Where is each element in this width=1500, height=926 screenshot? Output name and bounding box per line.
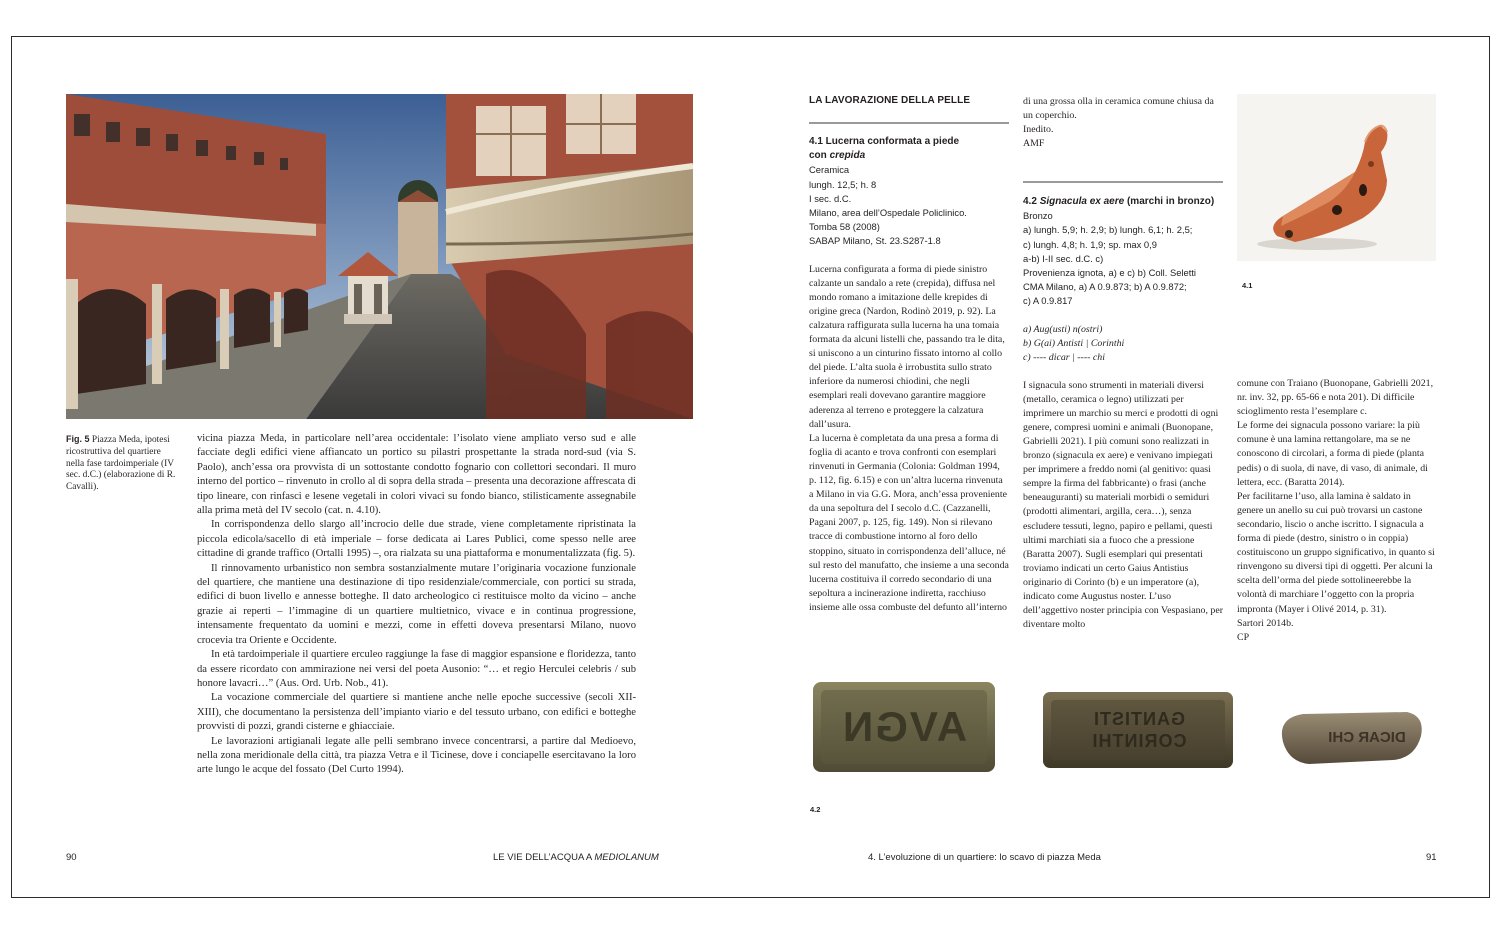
meta-line: Ceramica [809,164,850,176]
column-2 [1023,95,1223,632]
paragraph: La vocazione commerciale del quartiere si mantiene anche nelle epoche successive (secoli XII-XIII), che documentano la persistenza dell’impianto viario e del tessuto urbano, con edifici e botteghe provvisti di pozzi, grandi cisterne e ghiacciaie. [197,692,636,733]
running-title-italic: MEDIOLANUM [594,852,659,863]
running-title-left [493,852,659,863]
meta-line: Provenienza ignota, a) e c) b) Coll. Seletti [1023,267,1197,279]
entry-rule [1023,181,1223,183]
figure-number: 4.1 [1242,281,1253,290]
entry-title-italic: Signacula ex aere [1039,196,1125,207]
figure-caption-text: Piazza Meda, ipotesi ricostruttiva del quartiere nella fase tardoimperiale (IV sec. d.C.) (elaborazione di R. Cavalli). [66,435,176,493]
meta-line: CMA Milano, a) A 0.9.873; b) A 0.9.872; [1023,281,1187,293]
page-number-right: 91 [1426,852,1437,863]
meta-line: SABAP Milano, St. 23.S287-1.8 [809,235,941,247]
entry-4-1 [809,135,1009,615]
entry-title-italic: crepida [829,150,866,162]
column-1 [809,95,1009,615]
inscription-line: c) ---- dicar | ---- chi [1023,351,1105,363]
running-title-text: LE VIE DELL’ACQUA A [493,852,592,863]
meta-line: c) A 0.9.817 [1023,295,1073,307]
meta-line: Milano, area dell’Ospedale Policlinico. [809,207,967,219]
entry-description-continued: comune con Traiano (Buonopane, Gabrielli 2021, nr. inv. 32, pp. 65-66 e nota 201). Di difficile scioglimento resta l’esemplare c. Le forme dei signacula possono variare: la più comune è una lamina rettangolare, ma se ne conoscono di circolari, a forma di piede (planta pedis) o di suola, di nave, di vaso, di animale, di lettera, ecc. (Baratta 2014). Per facilitarne l’uso, alla lamina è saldato in genere un anello su cui può trovarsi un castone secondario, liscio o anche iscritto. I signacula a forma di piede (destro, sinistro o in coppia) costituiscono un gruppo significativo, in quanto si rinvengono su diversi tipi di oggetti. Per alcuni la scelta dell’orma del piede sottolineerebbe la volontà di marchiare l’oggetto con la propria impronta (Mayer i Olivé 2014, p. 31). Sartori 2014b. CP [1237,378,1435,643]
paragraph: Il rinnovamento urbanistico non sembra sostanzialmente mutare l’originaria vocazione funzionale del quartiere, che mantiene una destinazione di tipo residenziale/commerciale, con portici su strada, edifici di buon livello e annesse botteghe. Il dato archeologico ci restituisce molto da vicino – anche grazie ai reperti – l’immagine di un quartiere multietnico, vivace e in continua progressione, intensamente frequentato da uomini e mezzi, come in effetti doveva presentarsi Milano, nuovo crocevia tra Oriente e Occidente. [197,562,636,646]
lamp-photo [1237,94,1436,261]
section-rule [809,122,1009,124]
paragraph: In corrispondenza dello slargo all’incrocio delle due strade, viene completamente ripristinata la piccola edicola/sacello di età imperiale – forse dedicata ai Lares Publici, come spesso nelle aree cittadine di grande traffico (Ortalli 1995) –, ora rialzata su una piattaforma e monumentalizzata (fig. 5). [197,519,636,560]
meta-line: a) lungh. 5,9; h. 2,9; b) lungh. 6,1; h. 2,5; [1023,224,1193,236]
meta-line: I sec. d.C. [809,192,852,204]
entry-title-prefix: con [809,150,830,162]
reconstruction-illustration [66,94,693,419]
entry-4-2 [1023,195,1223,632]
stamp-a-inscription: AVGN [840,703,968,750]
entry-metadata [809,163,1009,248]
paragraph: Le lavorazioni artigianali legate alle pelli sembrano invece concentrarsi, a partire dal Medioevo, nella zona meridionale della città, tra piazza Vetra e il Ticinese, dove i conciapelle esercitavano la loro arte lungo le acque del fossato (Del Curto 1994). [197,735,636,776]
entry-description: Lucerna configurata a forma di piede sinistro calzante un sandalo a rete (crepida), diffusa nel mondo romano a imitazione delle krepides di origine greca (Nardon, Rodinò 2019, p. 92). La calzatura raffigurata sulla lucerna ha una tomaia formata da alcuni listelli che, passando tra le dita, si uniscono a un cinturino fissato intorno al collo del piede. L’alta suola è irrobustita sullo strato inferiore da numerosi chiodini, che negli esemplari reali dovevano garantire maggiore aderenza al terreno e proteggere la calzatura dall’usura. La lucerna è completata da una presa a forma di foglia di acanto e trova confronti con esemplari rinvenuti in Germania (Colonia: Goldman 1994, p. 112, fig. 6.15) e con un’altra lucerna rinvenuta a Milano in via G.G. Mora, anch’essa proveniente da una sepoltura del I secolo d.C. (Cazzanelli, Pagani 2007, p. 125, fig. 149). Non si rilevano tracce di combustione intorno al foro dello stoppino, situato in corrispondenza dell’alluce, né sul resto del manufatto, che insieme a una seconda lucerna costituiva il corredo secondario di una sepoltura a incinerazione indiretta, racchiuso insieme alle ossa combuste del defunto all’interno [809,263,1009,613]
entry-title-line2 [809,149,1009,163]
entry-title [1023,195,1223,209]
figure-label: Fig. 5 [66,434,90,444]
meta-line: lungh. 12,5; h. 8 [809,178,877,190]
entry-continuation: di una grossa olla in ceramica comune chiusa da un coperchio. Inedito. AMF [1023,96,1214,149]
left-body-text [197,432,636,778]
meta-line: a-b) I-II sec. d.C. c) [1023,252,1104,264]
stamp-c-inscription: DICAR CHI [1328,729,1406,746]
meta-line: Tomba 58 (2008) [809,221,880,233]
entry-title: 4.1 Lucerna conformata a piede [809,136,960,147]
bronze-stamps-photo [809,672,1437,784]
meta-line: Bronzo [1023,210,1053,222]
page-number-left: 90 [66,852,77,863]
entry-description: I signacula sono strumenti in materiali diversi (metallo, ceramica o legno) utilizzati per imprimere un marchio su merci e prodotti di ogni genere, compresi uomini e animali (Buonopane, Gabrielli 2021). I più comuni sono realizzati in bronzo (signacula ex aere) e venivano impiegati per imprimere a freddo nomi (al genitivo: quasi sempre la firma del fabbricante) o frasi (anche beneauguranti) su materiali morbidi o semiduri (prodotti alimentari, argilla, cera…), senza escludere tessuti, legno, papiro e pellami, questi ultimi marchiati sia a fuoco che a pressione (Baratta 2007). Sugli esemplari qui presentati troviamo indicati un certo Gaius Antistius originario di Corinto (b) e un imperatore (a), indicato come Augustus noster. L’uso dell’aggettivo noster principia con Vespasiano, per diventare molto [1023,379,1224,631]
figure-number: 4.2 [810,805,821,814]
entry-metadata [1023,209,1223,308]
meta-line: c) lungh. 4,8; h. 1,9; sp. max 0,9 [1023,238,1157,250]
running-title-right: 4. L’evoluzione di un quartiere: lo scavo di piazza Meda [868,852,1101,863]
column-3 [1237,377,1437,645]
paragraph: In età tardoimperiale il quartiere erculeo raggiunge la fase di maggior espansione e floridezza, tanto da essere ricordato con ammirazione nei versi del poeta Ausonio: “… et regio Herculei celebris / sub honore lavacri…” (Aus. Ord. Urb. Nob., 41). [197,649,636,689]
figure-caption [66,434,176,494]
entry-title-suffix: (marchi in bronzo) [1124,196,1215,207]
stamp-b-inscription: GANTISTI CORINTHI [1091,709,1187,751]
inscription-line: a) Aug(usti) n(ostri) [1023,323,1103,335]
entry-title-prefix: 4.2 [1023,196,1040,207]
inscription-line: b) G(ai) Antisti | Corinthi [1023,337,1125,349]
section-title: LA LAVORAZIONE DELLA PELLE [809,95,971,106]
paragraph: vicina piazza Meda, in particolare nell’area occidentale: l’isolato viene ampliato verso sud e alle facciate degli edifici viene affiancato un portico su pilastri prospettante la strada nord-sud (via S. Paolo), anch’essa ora provvista di un sottostante condotto fognario con collettori secondari. Il muro interno del portico – rinvenuto in crollo al di sopra della strada – presenta una decorazione affrescata di tipo lineare, con rinfasci e lesene vegetali in colori vivaci su fondo bianco, stilisticamente assegnabile alla prima metà del IV secolo (cat. n. 4.10). [197,433,636,517]
inscriptions [1023,323,1223,365]
